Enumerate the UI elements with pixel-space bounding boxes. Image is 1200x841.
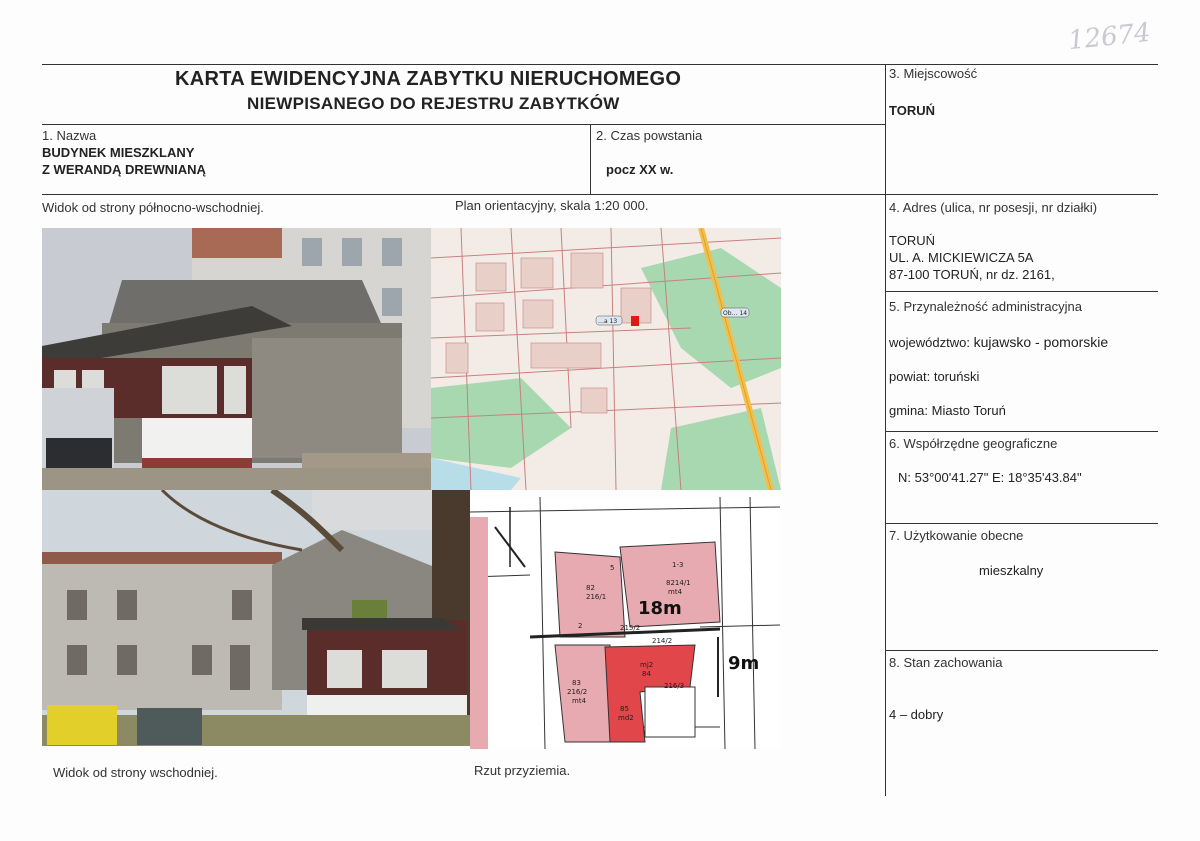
address-line2: UL. A. MICKIEWICZA 5A bbox=[889, 250, 1034, 265]
parcel-label-83: 83 bbox=[572, 679, 581, 687]
parcel-label-216-1: 216/1 bbox=[586, 593, 607, 601]
card-title: KARTA EWIDENCYJNA ZABYTKU NIERUCHOMEGO bbox=[175, 68, 682, 90]
commune-value: Miasto Toruń bbox=[931, 403, 1006, 418]
period-label: 2. Czas powstania bbox=[596, 128, 703, 143]
locality-label: 3. Miejscowość bbox=[889, 66, 978, 81]
photo-northeast-view bbox=[42, 228, 431, 490]
dimension-depth-label: 9m bbox=[728, 653, 760, 674]
parcel-label-mt4-a: mt4 bbox=[668, 588, 683, 596]
usage-value: mieszkalny bbox=[979, 563, 1044, 578]
header-bottom-line bbox=[42, 124, 885, 125]
period-value: pocz XX w. bbox=[606, 162, 674, 177]
locality-value: TORUŃ bbox=[889, 103, 935, 118]
parcel-label-215-2: 215/2 bbox=[620, 624, 641, 632]
coords-value: N: 53°00'41.27" E: 18°35'43.84" bbox=[898, 470, 1082, 485]
handwritten-inventory-number: 12674 bbox=[1066, 17, 1153, 57]
orientation-map bbox=[431, 228, 781, 490]
name-period-divider bbox=[590, 125, 591, 194]
name-value-line2: Z WERANDĄ DREWNIANĄ bbox=[42, 162, 206, 177]
name-bottom-line bbox=[42, 194, 1158, 195]
frame-top-line bbox=[42, 64, 1158, 65]
parcel-label-84: 84 bbox=[642, 670, 651, 678]
commune-row bbox=[889, 403, 1006, 418]
card-subtitle: NIEWPISANEGO DO REJESTRU ZABYTKÓW bbox=[247, 94, 620, 113]
usage-bottom-line bbox=[885, 650, 1158, 651]
parcel-label-1-3: 1-3 bbox=[672, 561, 684, 569]
parcel-label-214-2: 214/2 bbox=[652, 637, 673, 645]
parcel-label-mt4-b: mt4 bbox=[572, 697, 587, 705]
map-street-label-2: …a 13 bbox=[598, 318, 618, 325]
parcel-label-216-2: 216/2 bbox=[567, 688, 588, 696]
parcel-label-82: 82 bbox=[586, 584, 595, 592]
county-label: powiat: bbox=[889, 369, 931, 384]
coords-label: 6. Współrzędne geograficzne bbox=[889, 436, 1058, 451]
condition-value: 4 – dobry bbox=[889, 707, 944, 722]
photo-east-view bbox=[42, 490, 470, 746]
admin-label: 5. Przynależność administracyjna bbox=[889, 299, 1082, 314]
parcel-label-md2: md2 bbox=[618, 714, 634, 722]
voivodeship-value: kujawsko - pomorskie bbox=[973, 334, 1109, 350]
caption-plan: Plan orientacyjny, skala 1:20 000. bbox=[455, 198, 649, 213]
commune-label: gmina: bbox=[889, 403, 929, 418]
voivodeship-row bbox=[889, 334, 1108, 350]
caption-view-ne: Widok od strony północno-wschodniej. bbox=[42, 200, 264, 215]
address-line1: TORUŃ bbox=[889, 233, 935, 248]
county-value: toruński bbox=[933, 369, 980, 384]
voivodeship-label: województwo: bbox=[889, 335, 970, 350]
address-bottom-line bbox=[885, 291, 1158, 292]
parcel-label-5: 5 bbox=[610, 564, 615, 572]
dimension-width-label: 18m bbox=[638, 598, 682, 619]
floor-plan-sketch bbox=[470, 497, 780, 749]
address-label: 4. Adres (ulica, nr posesji, nr działki) bbox=[889, 200, 1098, 215]
coords-bottom-line bbox=[885, 523, 1158, 524]
admin-bottom-line bbox=[885, 431, 1158, 432]
parcel-label-mj2: mj2 bbox=[640, 661, 654, 669]
right-column-divider bbox=[885, 64, 886, 796]
name-value-line1: BUDYNEK MIESZKLANY bbox=[42, 145, 195, 160]
map-street-label-1: Ob… 14 bbox=[723, 310, 748, 317]
county-row bbox=[889, 369, 979, 384]
caption-floor-plan: Rzut przyziemia. bbox=[474, 763, 571, 778]
condition-label: 8. Stan zachowania bbox=[889, 655, 1003, 670]
name-label: 1. Nazwa bbox=[42, 128, 97, 143]
parcel-label-2: 2 bbox=[578, 622, 583, 630]
parcel-label-216-3: 216/3 bbox=[664, 682, 685, 690]
caption-view-e: Widok od strony wschodniej. bbox=[53, 765, 218, 780]
parcel-label-85: 85 bbox=[620, 705, 629, 713]
address-line3: 87-100 TORUŃ, nr dz. 2161, bbox=[889, 267, 1055, 282]
parcel-label-8214-1: 8214/1 bbox=[666, 579, 691, 587]
usage-label: 7. Użytkowanie obecne bbox=[889, 528, 1024, 543]
